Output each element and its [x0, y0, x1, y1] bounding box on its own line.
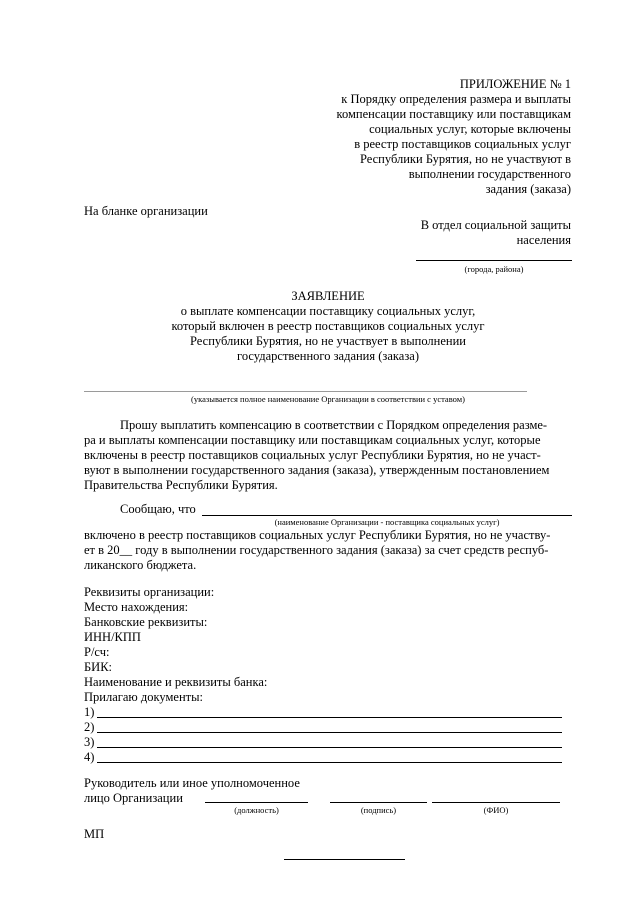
- paragraph-line: ра и выплаты компенсации поставщику или поставщикам социальных услуг, которые: [84, 433, 541, 447]
- inform-text: [84, 528, 574, 573]
- requisite-label: Наименование и реквизиты банка:: [84, 675, 268, 689]
- full-name-caption: (ФИО): [483, 805, 509, 815]
- request-paragraph: [84, 418, 572, 493]
- supplier-name-caption: (наименование Организации - поставщика социальных услуг): [274, 517, 500, 527]
- appendix-line: социальных услуг, которые включены: [369, 122, 571, 136]
- signature-caption: (подпись): [360, 805, 397, 815]
- addressee-line: В отдел социальной защиты: [420, 218, 571, 232]
- statement-subtitle-line: государственного задания (заказа): [237, 349, 419, 363]
- attachment-number: 4): [84, 750, 95, 764]
- requisite-label: Прилагаю документы:: [84, 690, 203, 704]
- attachment-number: 2): [84, 720, 95, 734]
- signature-field-line[interactable]: [330, 802, 427, 803]
- signer-line: Руководитель или иное уполномоченное: [84, 776, 300, 790]
- appendix-block: [271, 77, 571, 197]
- position-caption: (должность): [234, 805, 279, 815]
- paragraph-line: Правительства Республики Бурятия.: [84, 478, 278, 492]
- org-name-field-line[interactable]: [84, 391, 527, 392]
- requisite-label: ИНН/КПП: [84, 630, 141, 644]
- appendix-title: ПРИЛОЖЕНИЕ № 1: [459, 77, 571, 91]
- appendix-line: выполнении государственного: [408, 167, 571, 181]
- attachment-field-line[interactable]: [97, 717, 562, 718]
- paragraph-line: Прошу выплатить компенсацию в соответствии с Порядком определения разме-: [120, 418, 548, 432]
- paragraph-line: включены в реестр поставщиков социальных услуг Республики Бурятия, но не участ-: [84, 448, 541, 462]
- attachment-number: 1): [84, 705, 95, 719]
- supplier-name-field-line[interactable]: [202, 515, 572, 516]
- inform-label: Сообщаю, что: [120, 502, 196, 516]
- attachment-field-line[interactable]: [97, 762, 562, 763]
- statement-heading: [84, 289, 572, 364]
- position-field-line[interactable]: [205, 802, 308, 803]
- requisite-label: Р/сч:: [84, 645, 110, 659]
- appendix-line: компенсации поставщику или поставщикам: [336, 107, 571, 121]
- addressee-block: [331, 218, 571, 248]
- addressee-line: населения: [516, 233, 571, 247]
- full-name-field-line[interactable]: [432, 802, 560, 803]
- requisite-label: Банковские реквизиты:: [84, 615, 208, 629]
- attachment-number: 3): [84, 735, 95, 749]
- appendix-line: задания (заказа): [485, 182, 571, 196]
- inform-line: включено в реестр поставщиков социальных услуг Республики Бурятия, но не участву-: [84, 528, 551, 542]
- statement-subtitle-line: Республики Бурятия, но не участвует в выполнении: [190, 334, 466, 348]
- requisites-list: [84, 585, 267, 705]
- statement-subtitle-line: который включен в реестр поставщиков социальных услуг: [171, 319, 485, 333]
- org-name-caption: (указывается полное наименование Организации в соответствии с уставом): [191, 394, 465, 404]
- appendix-line: Республики Бурятия, но не участвуют в: [359, 152, 571, 166]
- attachment-field-line[interactable]: [97, 732, 562, 733]
- statement-title: ЗАЯВЛЕНИЕ: [291, 289, 365, 303]
- statement-subtitle-line: о выплате компенсации поставщику социальных услуг,: [180, 304, 476, 318]
- inform-line: ликанского бюджета.: [84, 558, 197, 572]
- attachment-field-line[interactable]: [97, 747, 562, 748]
- requisite-label: Место нахождения:: [84, 600, 189, 614]
- stamp-label: МП: [84, 827, 105, 841]
- appendix-line: в реестр поставщиков социальных услуг: [354, 137, 571, 151]
- footer-line: [284, 859, 405, 860]
- addressee-field-line[interactable]: [416, 260, 572, 261]
- requisite-label: Реквизиты организации:: [84, 585, 215, 599]
- requisite-label: БИК:: [84, 660, 113, 674]
- letterhead-note: На бланке организации: [84, 204, 208, 218]
- signer-line: лицо Организации: [84, 791, 183, 805]
- paragraph-line: вуют в выполнении государственного задания (заказа), утвержденным постановлением: [84, 463, 550, 477]
- addressee-caption: (города, района): [464, 264, 524, 274]
- inform-line: ет в 20__ году в выполнении государственного задания (заказа) за счет средств респуб-: [84, 543, 549, 557]
- appendix-line: к Порядку определения размера и выплаты: [341, 92, 571, 106]
